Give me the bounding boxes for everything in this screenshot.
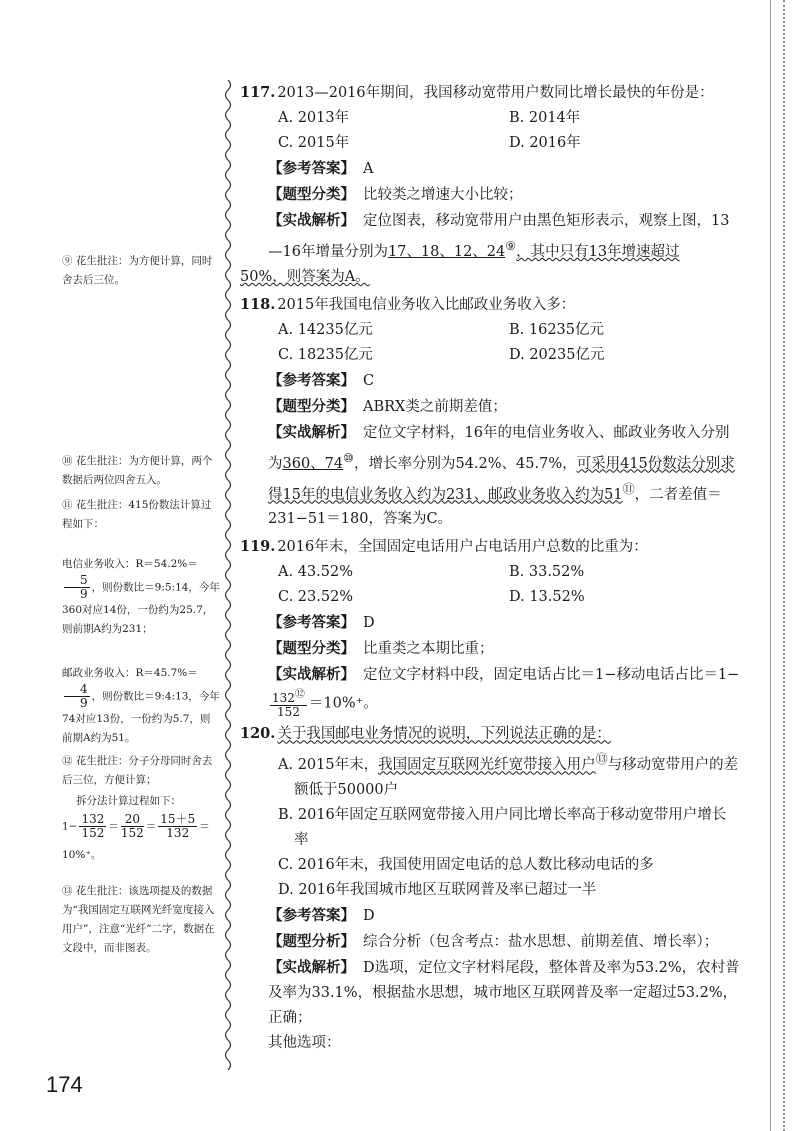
- question-text: 2016年末，全国固定电话用户占电话用户总数的比重为：: [277, 539, 648, 556]
- analysis-cont: [240, 265, 740, 290]
- question-118-options: [240, 318, 740, 368]
- footnote-ref: ⑨: [505, 239, 517, 253]
- option-a-wavy: 我国固定互联网光纤宽带接入用户: [378, 757, 596, 774]
- question-number: 117.: [240, 84, 276, 101]
- question-number: 119.: [240, 538, 276, 556]
- analysis-wavy: 可采用415份数法分别求得15年的电信业务收入约为231、邮政业务收入约为51: [268, 455, 735, 503]
- answer-row: [240, 156, 740, 182]
- option-d: D. 2016年: [509, 135, 581, 151]
- type-row: [240, 182, 740, 208]
- side-note-9-text: ⑨ 花生批注：为方便计算，同时舍去后三位。: [62, 255, 213, 286]
- fraction: [79, 813, 106, 840]
- analysis-row: [240, 662, 740, 719]
- answer-tag: 【参考答案】: [268, 614, 355, 632]
- answer-value: A: [363, 161, 374, 177]
- calc-equals: ＝: [145, 820, 157, 833]
- option-b: B. 2016年固定互联网宽带接入用户同比增长率高于移动宽带用户增长率: [278, 807, 727, 849]
- question-text: 关于我国邮电业务情况的说明，下列说法正确的是：: [277, 726, 611, 743]
- analysis-text: D选项，定位文字材料尾段，整体普及率为53.2%，农村普及率为33.1%，根据盐水思想，城市地区互联网普及率一定超过53.2%，正确；: [268, 960, 740, 1027]
- option-c: C. 23.52%: [278, 589, 354, 606]
- fraction: [158, 813, 197, 840]
- option-a: A. 2013年: [278, 110, 350, 126]
- type-row: [240, 929, 740, 955]
- margin-wavy-line: [222, 80, 234, 1070]
- analysis-wavy: ，其中只有13年增速超过: [516, 243, 680, 260]
- type-row: [240, 394, 740, 420]
- analysis-underline: 360、74: [282, 455, 344, 472]
- fraction-numerator: 5: [64, 574, 90, 588]
- side-note-12-head: ⑫ 花生批注：分子分母同时舍去后三位，方便计算；: [62, 755, 213, 786]
- calc-equals: ＝: [108, 820, 119, 833]
- side-note-11-a: [62, 536, 220, 639]
- others-row: [240, 1031, 740, 1056]
- analysis-text: ，增长率分别为54.2%、45.7%，: [353, 455, 577, 472]
- option-c: C. 2015年: [278, 135, 350, 151]
- analysis-tag: 【实战解析】: [268, 423, 355, 441]
- option-b: B. 2014年: [509, 110, 581, 126]
- analysis-tag: 【实战解析】: [268, 212, 355, 229]
- answer-tag: 【参考答案】: [268, 371, 355, 389]
- side-note-13: [62, 882, 220, 964]
- side-note-9: [62, 252, 220, 296]
- analysis-text: ，二者差值＝231−51＝180，答案为C。: [268, 486, 722, 528]
- analysis-text: ＝10%⁺。: [308, 695, 378, 712]
- fraction-numerator: 20: [121, 813, 144, 827]
- fraction: [64, 683, 90, 710]
- footnote-ref: ⑪: [622, 481, 635, 496]
- option-b: B. 16235亿元: [509, 321, 605, 338]
- fraction: [270, 688, 307, 719]
- side-note-11-head: ⑪ 花生批注：415份数法计算过程如下：: [62, 499, 212, 530]
- question-117: [240, 80, 740, 106]
- type-tag: 【题型分析】: [268, 933, 355, 951]
- side-note-12-result: 10%⁺。: [62, 849, 102, 861]
- type-value: 综合分析（包含考点：盐水思想、前期差值、增长率）；: [363, 934, 719, 951]
- side-note-11-b1: 邮政业务收入：R＝45.7%＝: [62, 667, 198, 679]
- question-118: [240, 292, 740, 318]
- side-note-12-calc: [62, 813, 220, 840]
- calc-text: 1−: [62, 820, 78, 833]
- question-119: [240, 534, 740, 560]
- question-117-options: [240, 106, 740, 156]
- option-a-text: 与移动宽带用户的差额低于50000户: [294, 757, 739, 799]
- footnote-ref: ⑬: [595, 752, 608, 767]
- answer-value: D: [363, 615, 375, 632]
- answer-row: [240, 610, 740, 636]
- analysis-tag: 【实战解析】: [268, 666, 355, 684]
- question-number: 120.: [240, 725, 276, 743]
- type-value: 比重类之本期比重；: [363, 641, 494, 658]
- side-notes-10-11: [62, 452, 220, 754]
- question-120: [240, 721, 740, 747]
- type-row: [240, 636, 740, 662]
- type-tag: 【题型分类】: [268, 186, 355, 203]
- side-note-12-b: 拆分法计算过程如下：: [76, 795, 181, 807]
- side-note-12: [62, 752, 220, 871]
- calc-equals: ＝: [199, 820, 210, 833]
- option-d: D. 13.52%: [509, 589, 585, 606]
- analysis-text: 定位图表，移动宽带用户由黑色矩形表示，观察上图，13—16年增量分别为: [268, 213, 730, 260]
- option-a: A. 43.52%: [278, 564, 353, 581]
- analysis-row: [240, 420, 740, 533]
- option-c: C. 18235亿元: [278, 346, 373, 363]
- option-d: D. 2016年我国城市地区互联网普及率已超过一半: [278, 882, 597, 899]
- analysis-wavy: 50%，则答案为A。: [240, 268, 370, 285]
- analysis-underline: 17、18、12、24: [387, 243, 506, 260]
- analysis-row: [240, 208, 740, 265]
- type-tag: 【题型分类】: [268, 640, 355, 658]
- answer-value: C: [363, 372, 375, 389]
- analysis-row: [240, 955, 740, 1031]
- type-tag: 【题型分类】: [268, 397, 355, 415]
- page-number: 174: [46, 1072, 83, 1097]
- footnote-ref: ⑫: [294, 689, 305, 701]
- fraction: [64, 574, 90, 601]
- page-edge-rule: [770, 0, 771, 1131]
- option-b: B. 33.52%: [509, 564, 585, 581]
- fraction-numerator: [270, 688, 307, 706]
- answer-tag: 【参考答案】: [268, 160, 355, 177]
- fraction-denominator: 9: [80, 587, 88, 601]
- question-text: 2013—2016年期间，我国移动宽带用户数同比增长最快的年份是：: [277, 85, 714, 101]
- side-note-11-b: [62, 645, 220, 748]
- fraction-denominator: 152: [277, 705, 300, 720]
- option-d: D. 20235亿元: [509, 346, 605, 363]
- question-number: 118.: [240, 295, 276, 313]
- option-a-text: A. 2015年末，: [278, 757, 379, 774]
- analysis-text: 定位文字材料，16年的电信业务收入、邮政业务收入分别为: [268, 424, 730, 472]
- fraction: [121, 813, 144, 840]
- fraction-numerator: 4: [64, 683, 90, 697]
- side-note-13-text: ⑬ 花生批注：该选项提及的数据为“我国固定互联网光纤宽度接入用户”，注意“光纤”二字，数据在文段中，而非图表。: [62, 885, 215, 954]
- fraction-denominator: 9: [80, 696, 88, 710]
- type-value: ABRX类之前期差值；: [363, 398, 507, 415]
- side-note-11-a2: ，则份数比＝9:5:14，今年360对应14份，一份约为25.7，则前期A约为231；: [62, 581, 220, 635]
- option-c: C. 2016年末，我国使用固定电话的总人数比移动电话的多: [278, 857, 654, 874]
- answer-tag: 【参考答案】: [268, 907, 355, 925]
- type-value: 比较类之增速大小比较；: [363, 187, 523, 203]
- option-a: [278, 747, 740, 803]
- fraction-denominator: 152: [120, 826, 144, 840]
- analysis-text: 定位文字材料中段，固定电话占比＝1−移动电话占比＝1−: [363, 667, 740, 684]
- side-note-11-a1: 电信业务收入：R＝54.2%＝: [62, 558, 198, 570]
- side-note-10-text: ⑩ 花生批注：为方便计算，两个数据后两位四舍五入。: [62, 455, 213, 486]
- answer-row: [240, 368, 740, 394]
- analysis-tag: 【实战解析】: [268, 959, 355, 977]
- question-text: 2015年我国电信业务收入比邮政业务收入多：: [277, 296, 576, 313]
- fraction-denominator: 152: [81, 826, 105, 840]
- answer-row: [240, 903, 740, 929]
- main-content: [240, 78, 740, 1056]
- question-120-options: [240, 747, 740, 903]
- binding-dots: [783, 0, 785, 1131]
- fraction-numerator-text: 132: [272, 691, 295, 706]
- question-119-options: [240, 560, 740, 610]
- side-note-11-b2: ，则份数比＝9:4:13，今年74对应13份，一份约为5.7，则前期A约为51。: [62, 690, 220, 744]
- fraction-numerator: 132: [81, 812, 105, 826]
- footnote-ref: ⑩: [343, 450, 354, 465]
- option-a: A. 14235亿元: [278, 321, 373, 338]
- fraction-numerator: 15＋5: [160, 812, 196, 826]
- answer-value: D: [363, 908, 375, 925]
- fraction-denominator: 132: [166, 826, 190, 840]
- others-text: 其他选项：: [268, 1035, 341, 1052]
